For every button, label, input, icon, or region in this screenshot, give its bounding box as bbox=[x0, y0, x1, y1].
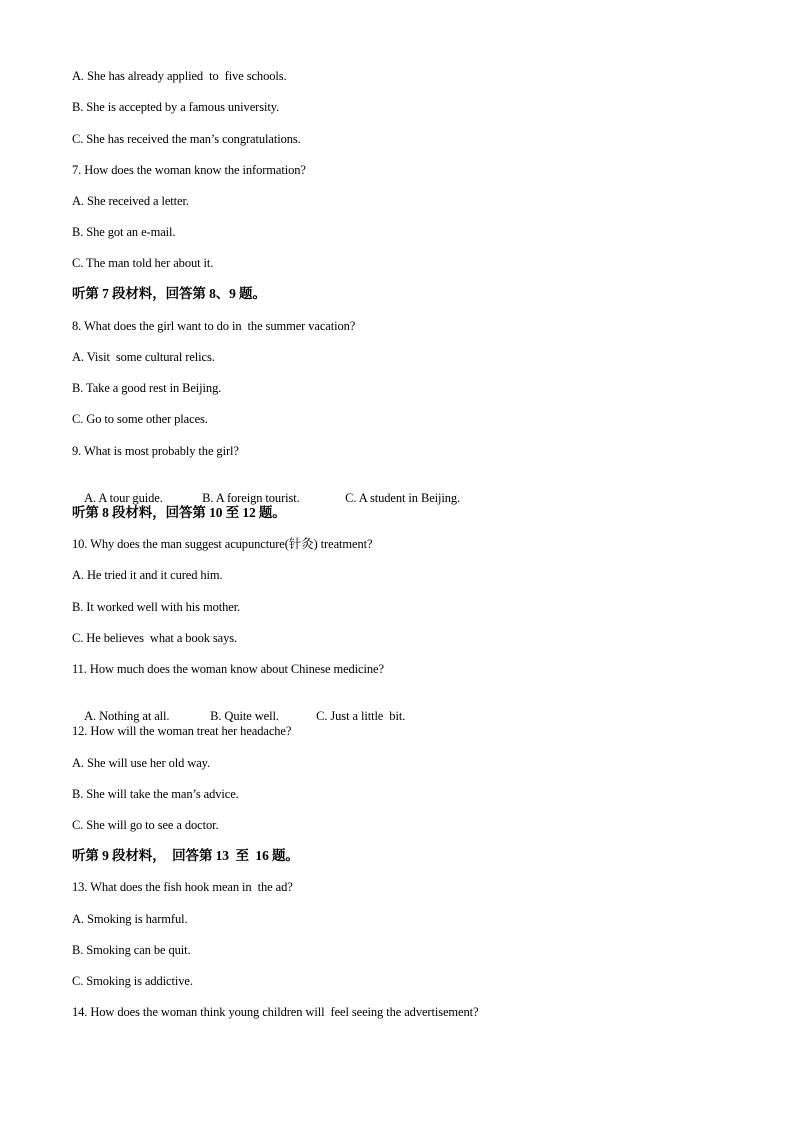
option-a-q11: A. Nothing at all. bbox=[84, 709, 170, 723]
option-a-q8: A. Visit some cultural relics. bbox=[72, 350, 215, 364]
option-c-q10: C. He believes what a book says. bbox=[72, 631, 238, 645]
option-b-q8: B. Take a good rest in Beijing. bbox=[72, 381, 222, 395]
option-a-q13: A. Smoking is harmful. bbox=[72, 912, 188, 926]
section-heading-9: 听第 9 段材料， 回答第 13 至 16 题。 bbox=[72, 848, 299, 863]
option-b-q11: B. Quite well. bbox=[210, 709, 279, 723]
option-b-q7: B. She got an e-mail. bbox=[72, 225, 176, 239]
option-a-q10: A. He tried it and it cured him. bbox=[72, 568, 223, 582]
option-c-q8: C. Go to some other places. bbox=[72, 412, 208, 426]
section-heading-7: 听第 7 段材料，回答第 8、9 题。 bbox=[72, 286, 266, 301]
option-b-q9: B. A foreign tourist. bbox=[202, 491, 300, 505]
option-b-q6: B. She is accepted by a famous university. bbox=[72, 100, 280, 114]
option-c-q13: C. Smoking is addictive. bbox=[72, 974, 193, 988]
option-c-q11: C. Just a little bit. bbox=[316, 709, 406, 723]
option-b-q12: B. She will take the man’s advice. bbox=[72, 787, 239, 801]
option-a-q6: A. She has already applied to five schools. bbox=[72, 69, 287, 83]
question-12: 12. How will the woman treat her headache? bbox=[72, 724, 292, 738]
question-14: 14. How does the woman think young children will feel seeing the advertisement? bbox=[72, 1005, 479, 1019]
option-a-q12: A. She will use her old way. bbox=[72, 756, 211, 770]
option-a-q7: A. She received a letter. bbox=[72, 194, 189, 208]
option-c-q6: C. She has received the man’s congratulations. bbox=[72, 132, 301, 146]
section-heading-8: 听第 8 段材料，回答第 10 至 12 题。 bbox=[72, 505, 286, 520]
option-a-q9: A. A tour guide. bbox=[84, 491, 163, 505]
option-b-q10: B. It worked well with his mother. bbox=[72, 600, 241, 614]
option-c-q9: C. A student in Beijing. bbox=[345, 491, 461, 505]
question-11: 11. How much does the woman know about Chinese medicine? bbox=[72, 662, 384, 676]
option-b-q13: B. Smoking can be quit. bbox=[72, 943, 191, 957]
question-9: 9. What is most probably the girl? bbox=[72, 444, 239, 458]
question-8: 8. What does the girl want to do in the summer vacation? bbox=[72, 319, 356, 333]
question-13: 13. What does the fish hook mean in the ad? bbox=[72, 880, 293, 894]
question-7: 7. How does the woman know the information? bbox=[72, 163, 306, 177]
option-c-q7: C. The man told her about it. bbox=[72, 256, 214, 270]
option-c-q12: C. She will go to see a doctor. bbox=[72, 818, 219, 832]
question-10: 10. Why does the man suggest acupuncture(针灸) treatment? bbox=[72, 537, 373, 551]
